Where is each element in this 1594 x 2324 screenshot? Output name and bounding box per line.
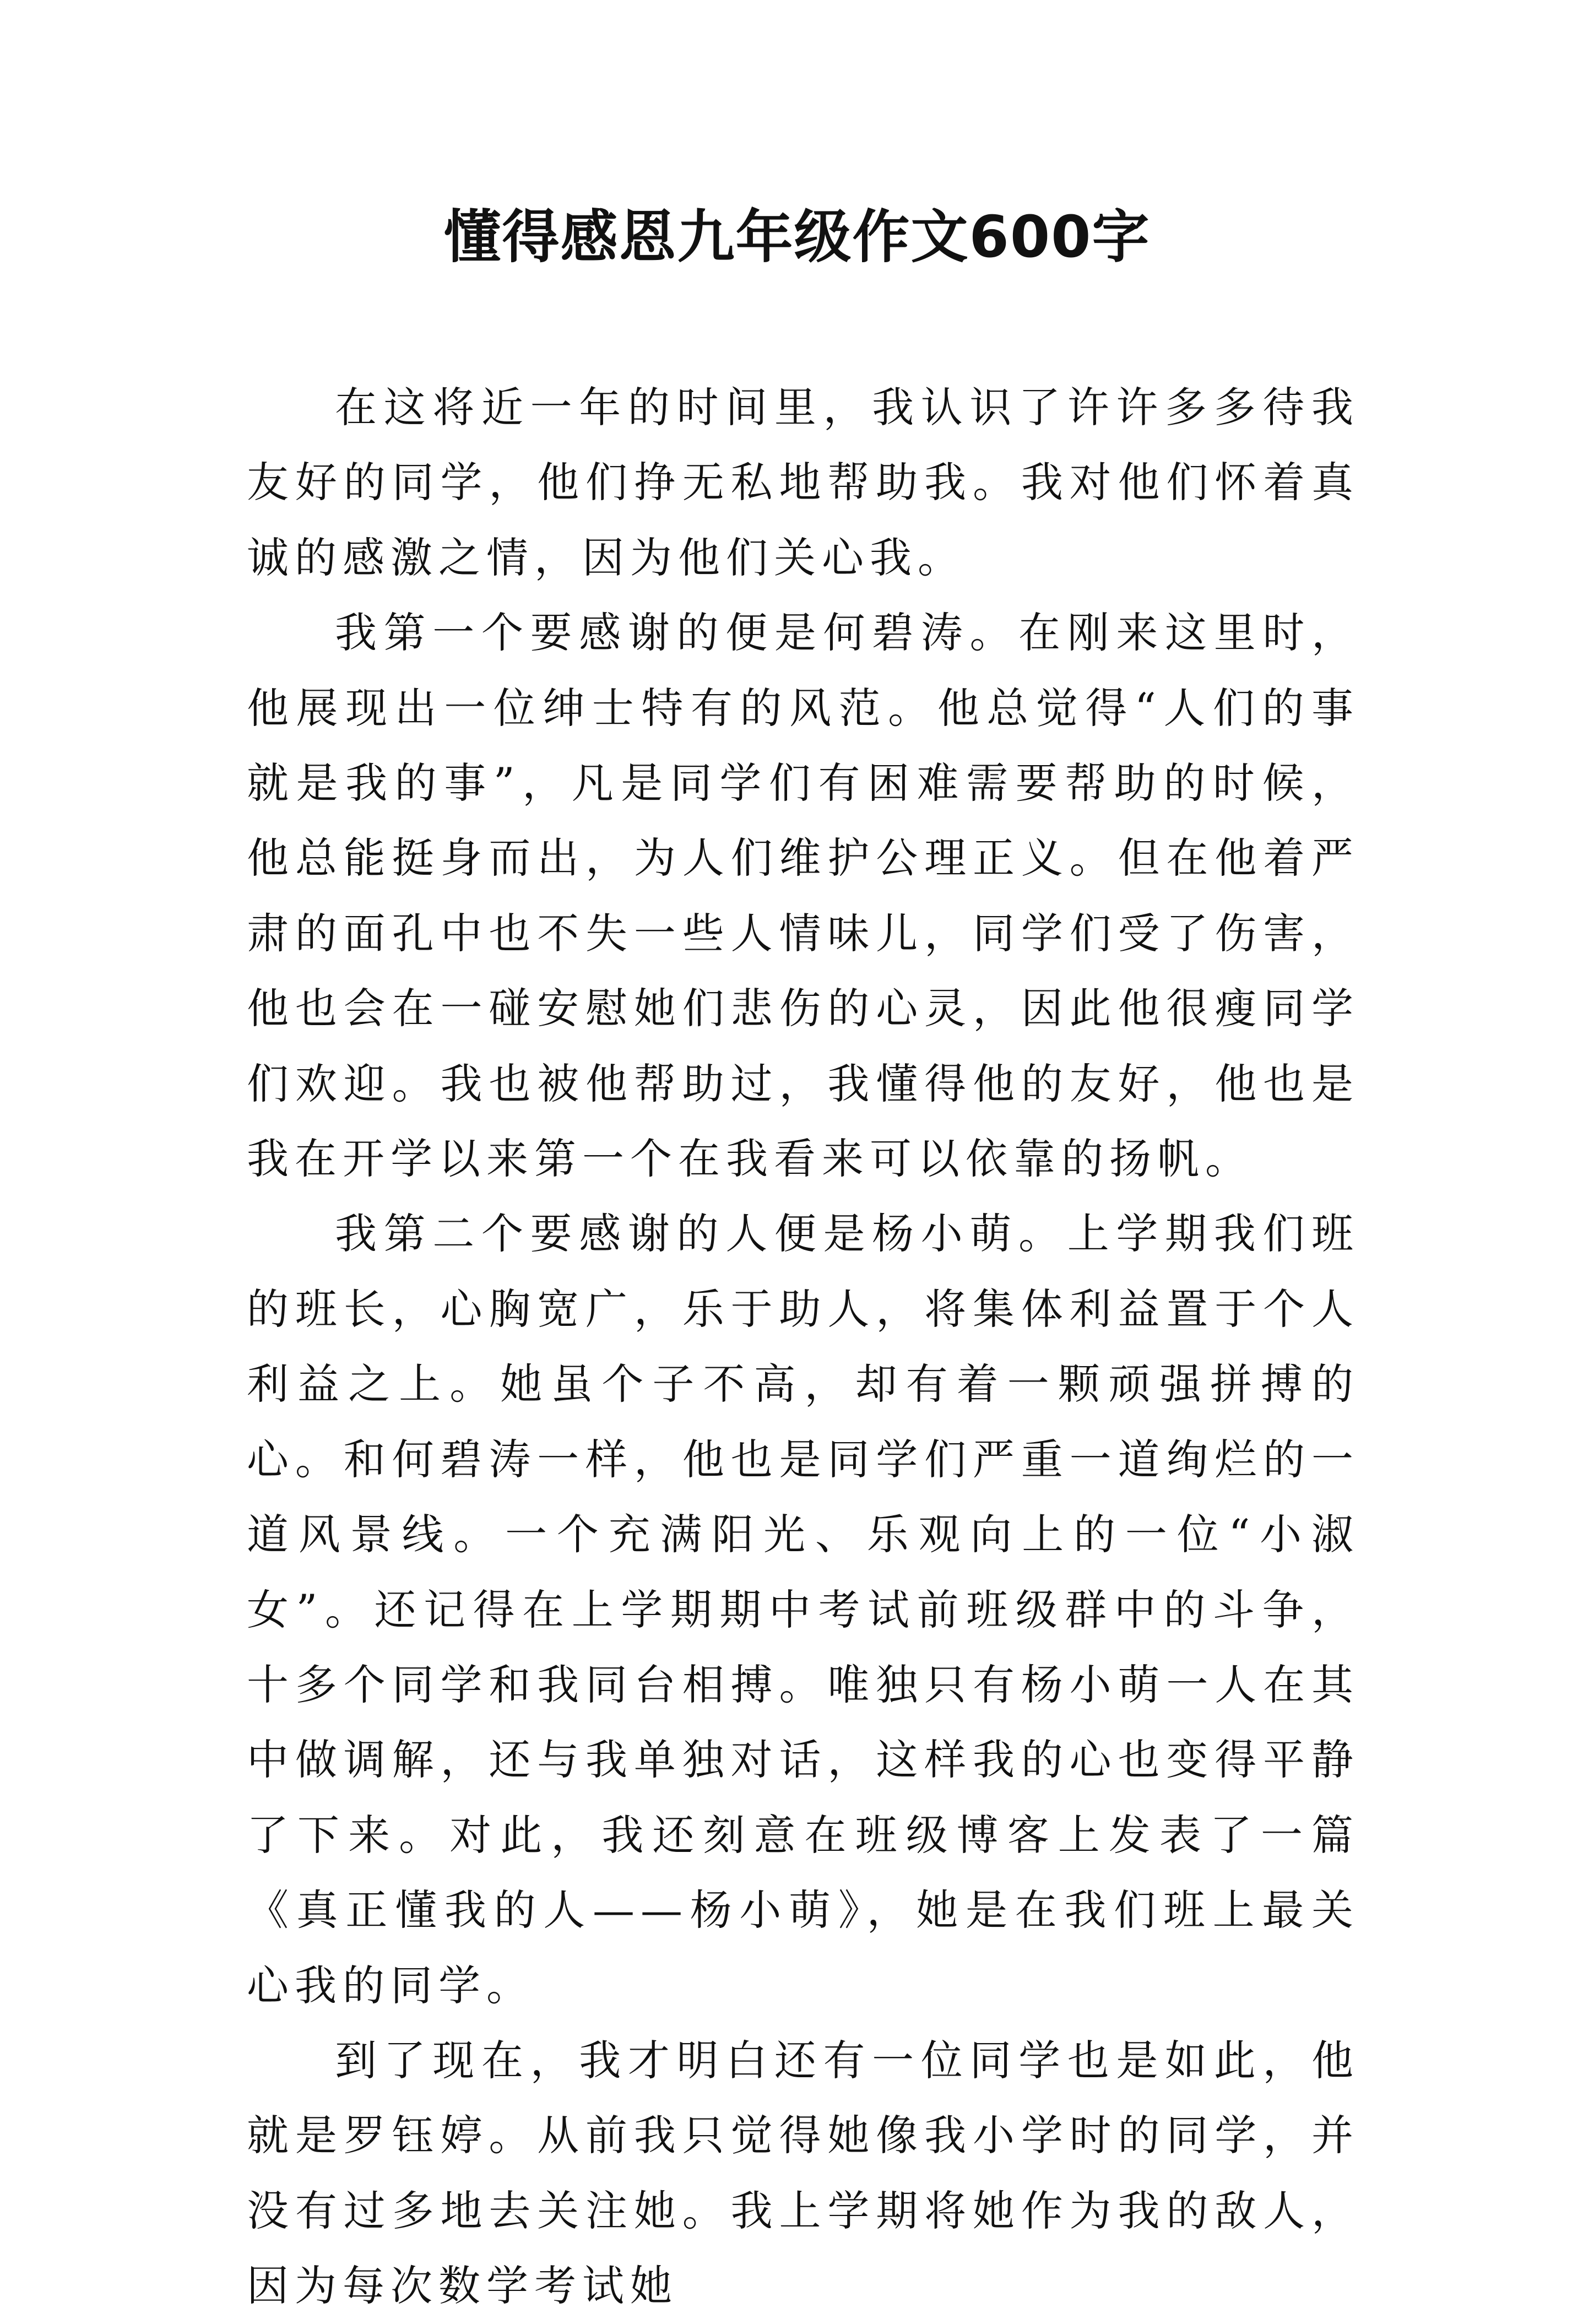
paragraph-2: 我第一个要感谢的便是何碧涛。在刚来这里时，他展现出一位绅士特有的风范。他总觉得“人们的事就是我的事”，凡是同学们有困难需要帮助的时候，他总能挺身而出，为人们维护公理正义。但在他着严肃的面孔中也不失一些人情味儿，同学们受了伤害，他也会在一碰安慰她们悲伤的心灵，因此他很瘦同学们欢迎。我也被他帮助过，我懂得他的友好，他也是我在开学以来第一个在我看来可以依靠的扬帆。 — [247, 608, 1359, 1184]
paragraph-4: 到了现在，我才明白还有一位同学也是如此，他就是罗钰婷。从前我只觉得她像我小学时的同学，并没有过多地去关注她。我上学期将她作为我的敌人，因为每次数学考试她 — [247, 2035, 1359, 2311]
document-body — [247, 370, 1359, 2324]
paragraph-3: 我第二个要感谢的人便是杨小萌。上学期我们班的班长，心胸宽广，乐于助人，将集体利益置于个人利益之上。她虽个子不高，却有着一颗顽强拼搏的心。和何碧涛一样，他也是同学们严重一道绚烂的一道风景线。一个充满阳光、乐观向上的一位“小淑女”。还记得在上学期期中考试前班级群中的斗争，十多个同学和我同台相搏。唯独只有杨小萌一人在其中做调解，还与我单独对话，这样我的心也变得平静了下来。对此，我还刻意在班级博客上发表了一篇《真正懂我的人——杨小萌》，她是在我们班上最关心我的同学。 — [247, 1209, 1359, 2010]
paragraph-1: 在这将近一年的时间里，我认识了许许多多待我友好的同学，他们挣无私地帮助我。我对他们怀着真诚的感激之情，因为他们关心我。 — [247, 383, 1359, 582]
document-title: 懂得感恩九年级作文600字 — [443, 203, 1151, 270]
